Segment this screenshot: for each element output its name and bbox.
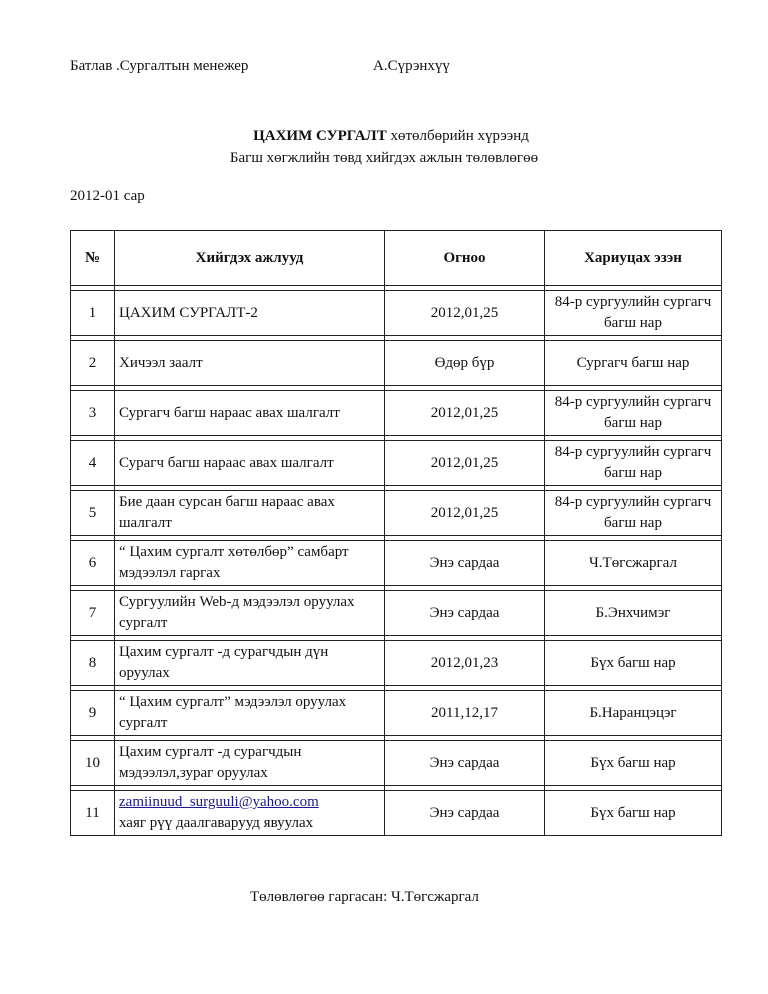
row-task: ЦАХИМ СУРГАЛТ-2 <box>115 291 385 336</box>
row-task: Бие даан сурсан багш нараас авах шалгалт <box>115 491 385 536</box>
row-task: Цахим сургалт -д сурагчдын мэдээлэл,зураг оруулах <box>115 741 385 786</box>
table-row <box>71 341 722 386</box>
table-row <box>71 441 722 486</box>
row-responsible: 84-р сургуулийн сургагч багш нар <box>545 291 722 336</box>
approver-label: Батлав .Сургалтын менежер <box>70 58 249 74</box>
row-task-rest: хаяг рүү даалгаварууд явуулах <box>119 815 314 831</box>
month-label: 2012-01 сар <box>70 188 145 204</box>
row-task <box>115 791 385 836</box>
footer-author: Төлөвлөгөө гаргасан: Ч.Төгсжаргал <box>250 889 479 905</box>
document-title <box>0 125 768 169</box>
title-bold: ЦАХИМ СУРГАЛТ <box>253 128 387 144</box>
title-line-2: Багш хөгжлийн төвд хийгдэх ажлын төлөвлөгөө <box>229 150 539 166</box>
row-number: 7 <box>71 591 115 636</box>
header-resp: Хариуцах эзэн <box>545 231 722 286</box>
row-number: 4 <box>71 441 115 486</box>
table-row <box>71 291 722 336</box>
row-number: 11 <box>71 791 115 836</box>
row-date: 2011,12,17 <box>385 691 545 736</box>
title-line-1 <box>0 125 768 147</box>
table-row <box>71 741 722 786</box>
row-date: Өдөр бүр <box>385 341 545 386</box>
row-responsible: 84-р сургуулийн сургагч багш нар <box>545 441 722 486</box>
row-date: 2012,01,25 <box>385 491 545 536</box>
row-number: 5 <box>71 491 115 536</box>
header-date: Огноо <box>385 231 545 286</box>
table-row <box>71 391 722 436</box>
row-responsible: Бүх багш нар <box>545 741 722 786</box>
table-row <box>71 791 722 836</box>
row-date: 2012,01,25 <box>385 391 545 436</box>
row-responsible: Бүх багш нар <box>545 791 722 836</box>
row-date: Энэ сардаа <box>385 541 545 586</box>
row-responsible: Бүх багш нар <box>545 641 722 686</box>
table-row <box>71 691 722 736</box>
header-task: Хийгдэх ажлууд <box>115 231 385 286</box>
row-responsible: 84-р сургуулийн сургагч багш нар <box>545 491 722 536</box>
row-date: 2012,01,25 <box>385 441 545 486</box>
row-task: Сургагч багш нараас авах шалгалт <box>115 391 385 436</box>
table-body <box>71 286 722 836</box>
row-task: Сургуулийн Web-д мэдээлэл оруулах сургалт <box>115 591 385 636</box>
row-responsible: Ч.Төгсжаргал <box>545 541 722 586</box>
row-number: 3 <box>71 391 115 436</box>
header-num: № <box>71 231 115 286</box>
row-date: 2012,01,25 <box>385 291 545 336</box>
row-date: Энэ сардаа <box>385 791 545 836</box>
row-responsible: Б.Энхчимэг <box>545 591 722 636</box>
table-row <box>71 491 722 536</box>
row-number: 6 <box>71 541 115 586</box>
row-number: 1 <box>71 291 115 336</box>
approver-name: А.Сүрэнхүү <box>373 58 450 74</box>
row-number: 2 <box>71 341 115 386</box>
row-number: 9 <box>71 691 115 736</box>
row-responsible: Сургагч багш нар <box>545 341 722 386</box>
table-row <box>71 541 722 586</box>
row-date: Энэ сардаа <box>385 591 545 636</box>
row-task: “ Цахим сургалт” мэдээлэл оруулах сургалт <box>115 691 385 736</box>
row-number: 8 <box>71 641 115 686</box>
row-responsible: 84-р сургуулийн сургагч багш нар <box>545 391 722 436</box>
row-task: Сурагч багш нараас авах шалгалт <box>115 441 385 486</box>
email-link[interactable]: zamiinuud_surguuli@yahoo.com <box>119 794 319 810</box>
plan-table <box>70 230 722 836</box>
table-row <box>71 641 722 686</box>
row-date: 2012,01,23 <box>385 641 545 686</box>
row-task: Цахим сургалт -д сурагчдын дүн оруулах <box>115 641 385 686</box>
table-row <box>71 591 722 636</box>
row-task: Хичээл заалт <box>115 341 385 386</box>
row-number: 10 <box>71 741 115 786</box>
row-responsible: Б.Наранцэцэг <box>545 691 722 736</box>
title-rest: хөтөлбөрийн хүрээнд <box>386 128 529 144</box>
row-task: “ Цахим сургалт хөтөлбөр” самбарт мэдээлэл гаргах <box>115 541 385 586</box>
table-header-row <box>71 231 722 286</box>
row-date: Энэ сардаа <box>385 741 545 786</box>
